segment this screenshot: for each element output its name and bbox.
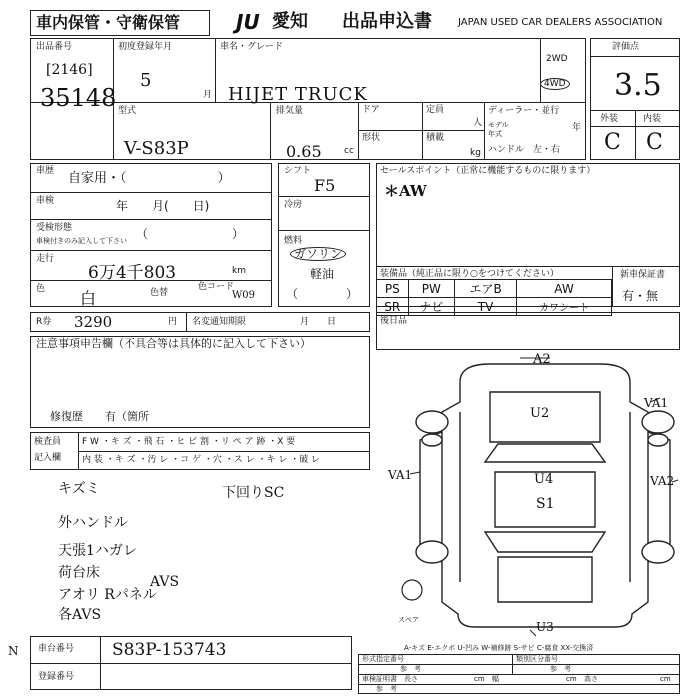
color-code-label: 色コード — [198, 282, 235, 292]
spec-height-unit: cm — [660, 675, 671, 683]
mark-va2: VA2 — [650, 474, 675, 488]
shape-label: 形状 — [362, 133, 381, 143]
spare-label: スペア — [398, 616, 419, 624]
inspector-row2: 内 装 ・キ ズ ・汚 レ ・コ ゲ ・穴 ・ス レ ・キ レ ・破 レ — [82, 455, 321, 465]
name-change-label: 名変通知期限 — [192, 317, 247, 327]
mark-u2: U2 — [530, 406, 550, 421]
acceptance-value: （ ） — [136, 227, 245, 241]
registration-number-label: 登録番号 — [38, 672, 75, 682]
spec-ref3: 参 考 — [376, 685, 397, 693]
drive-2wd: 2WD — [546, 54, 568, 64]
drive-4wd-circled: 4WD — [540, 78, 570, 90]
note-line-4: 荷台床 — [58, 565, 100, 581]
mark-u3: U3 — [536, 620, 554, 634]
note-line-2: 外ハンドル — [58, 515, 128, 531]
color-change-label: 色替 — [150, 288, 169, 298]
spec-height-label: 高さ — [584, 675, 598, 683]
underbody-note: 下回りSC — [222, 485, 285, 501]
equipment-label: 装備品（純正品に限り○をつけてください） — [380, 269, 559, 279]
spec-model-number-label: 形式指定番号 — [362, 655, 404, 663]
mark-va1-right: VA1 — [644, 396, 669, 410]
chassis-label: 車台番号 — [38, 644, 75, 654]
spec-width-label: 幅 — [492, 675, 499, 683]
type-value: V-S83P — [124, 138, 189, 159]
lot-number-label: 出品番号 — [36, 42, 73, 52]
fuel-other: （ ） — [286, 287, 359, 301]
spec-class-number-label: 類別区分番号 — [516, 655, 558, 663]
equipment-grid — [376, 279, 612, 316]
mileage-unit: km — [232, 266, 246, 276]
recycle-unit: 円 — [168, 317, 178, 327]
spec-ref2: 参 考 — [550, 665, 571, 673]
type-label: 型式 — [118, 106, 137, 116]
mileage-label: 走行 — [36, 254, 55, 264]
fuel-diesel: 軽油 — [310, 267, 335, 281]
shift-value: F5 — [314, 176, 336, 195]
dealer-model-label: モデル — [488, 121, 509, 129]
spec-length-unit: cm — [474, 675, 485, 683]
first-registration-year: 5 — [140, 70, 152, 91]
acceptance-note: 車検付きのみ記入して下さい — [36, 237, 127, 245]
acceptance-label: 受検形態 — [36, 223, 73, 233]
note-line-1: キズミ — [58, 481, 100, 497]
exterior-label: 外装 — [600, 114, 619, 124]
color-value: 白 — [80, 289, 97, 308]
equip-ps: PS — [377, 280, 409, 298]
association-name: JAPAN USED CAR DEALERS ASSOCIATION — [458, 17, 663, 28]
equip-leather: カワシート — [517, 298, 612, 316]
ju-logo: JU — [236, 10, 260, 34]
sales-points-value: ＊AW — [384, 182, 427, 200]
dealer-line1: ディーラー・並行 — [488, 106, 560, 116]
note-line-6: 各AVS — [58, 607, 102, 623]
displacement-unit: cc — [344, 146, 354, 156]
document-title: 出品申込書 — [342, 11, 432, 32]
load-unit: kg — [470, 148, 481, 158]
model-grade-label: 車名・グレード — [220, 42, 284, 52]
mileage-value: 6万4千803 — [88, 263, 177, 283]
dealer-year-label: 年式 — [488, 130, 502, 138]
shift-label: シフト — [284, 166, 312, 176]
color-label: 色 — [36, 284, 46, 294]
spec-width-unit: cm — [566, 675, 577, 683]
mark-s1: S1 — [536, 496, 555, 512]
lot-sub-number: [2146] — [46, 62, 93, 78]
history-value: 自家用・（ ） — [68, 171, 231, 186]
equip-pw: PW — [408, 280, 455, 298]
recycle-label: R券 — [36, 317, 52, 327]
warranty-label: 新車保証書 — [620, 270, 666, 280]
color-code-value: W09 — [232, 290, 256, 301]
equip-tv: TV — [455, 298, 517, 316]
note-line-5: アオリ Rパネル — [58, 587, 157, 603]
sales-points-label: セールスポイント（正常に機能するものに限ります） — [380, 166, 596, 176]
equip-sr: SR — [377, 298, 409, 316]
interior-label: 内装 — [643, 114, 662, 124]
displacement-label: 排気量 — [276, 106, 304, 116]
equip-navi: ナビ — [408, 298, 455, 316]
notes-label: 注意事項申告欄（不具合等は具体的に記入して下さい） — [36, 337, 311, 350]
damage-legend: A-キズ E-エクボ U-凹み W-補修跡 S-サビ C-腐食 XX-交換済 — [404, 644, 594, 652]
load-label: 積載 — [426, 133, 445, 143]
inspector-entry-label: 記入欄 — [34, 453, 62, 463]
ac-label: 冷房 — [284, 200, 303, 210]
equip-aw: AW — [517, 280, 612, 298]
inspection-label: 車検 — [36, 196, 55, 206]
capacity-unit: 人 — [473, 118, 483, 128]
margin-mark: N — [8, 644, 19, 658]
fuel-label: 燃料 — [284, 236, 303, 246]
mark-va1-left: VA1 — [388, 468, 413, 482]
interior-grade: C — [646, 130, 663, 155]
model-name: HIJET TRUCK — [228, 84, 368, 105]
name-change-value: 月 日 — [300, 317, 337, 327]
logo-prefecture: 愛知 — [272, 11, 308, 32]
lot-number: 35148 — [40, 84, 117, 112]
inspector-row1: F W ・キ ズ ・飛 石 ・ヒ ビ 割 ・リ ペ ア 跡 ・X 要 — [82, 437, 296, 447]
inspector-label: 検査員 — [34, 437, 62, 447]
rating-label: 評価点 — [612, 42, 640, 52]
repair-history: 修復歴 有（箇所 — [50, 410, 149, 423]
mark-a2: A2 — [533, 352, 551, 367]
later-items-box — [376, 312, 680, 350]
storage-title: 車内保管・守衛保管 — [36, 13, 181, 32]
door-label: ドア — [362, 105, 380, 115]
displacement-value: 0.65 — [286, 142, 322, 161]
warranty-value: 有・無 — [622, 289, 659, 303]
recycle-value: 3290 — [74, 313, 113, 331]
spec-cert-label: 車検証明書 — [362, 675, 397, 683]
chassis-number: S83P-153743 — [112, 640, 227, 660]
dealer-handle: ハンドル 左・右 — [488, 145, 561, 155]
rating-score: 3.5 — [614, 68, 662, 103]
spec-ref1: 参 考 — [400, 665, 421, 673]
equip-airbag: エアB — [455, 280, 517, 298]
mark-u4: U4 — [534, 472, 554, 487]
inspection-value: 年 月( 日) — [116, 199, 210, 213]
fuel-gasoline-circled: ガソリン — [290, 247, 346, 261]
note-avs: AVS — [150, 574, 180, 590]
note-line-3: 天張1ハガレ — [58, 543, 137, 559]
spec-length-label: 長さ — [404, 675, 418, 683]
first-registration-label: 初度登録年月 — [118, 42, 173, 52]
later-items-label: 後日品 — [380, 316, 408, 326]
capacity-label: 定員 — [426, 105, 445, 115]
exterior-grade: C — [604, 130, 621, 155]
dealer-model-year: 年 — [572, 123, 582, 133]
first-registration-month-unit: 月 — [203, 90, 213, 100]
history-label: 車歴 — [36, 166, 55, 176]
